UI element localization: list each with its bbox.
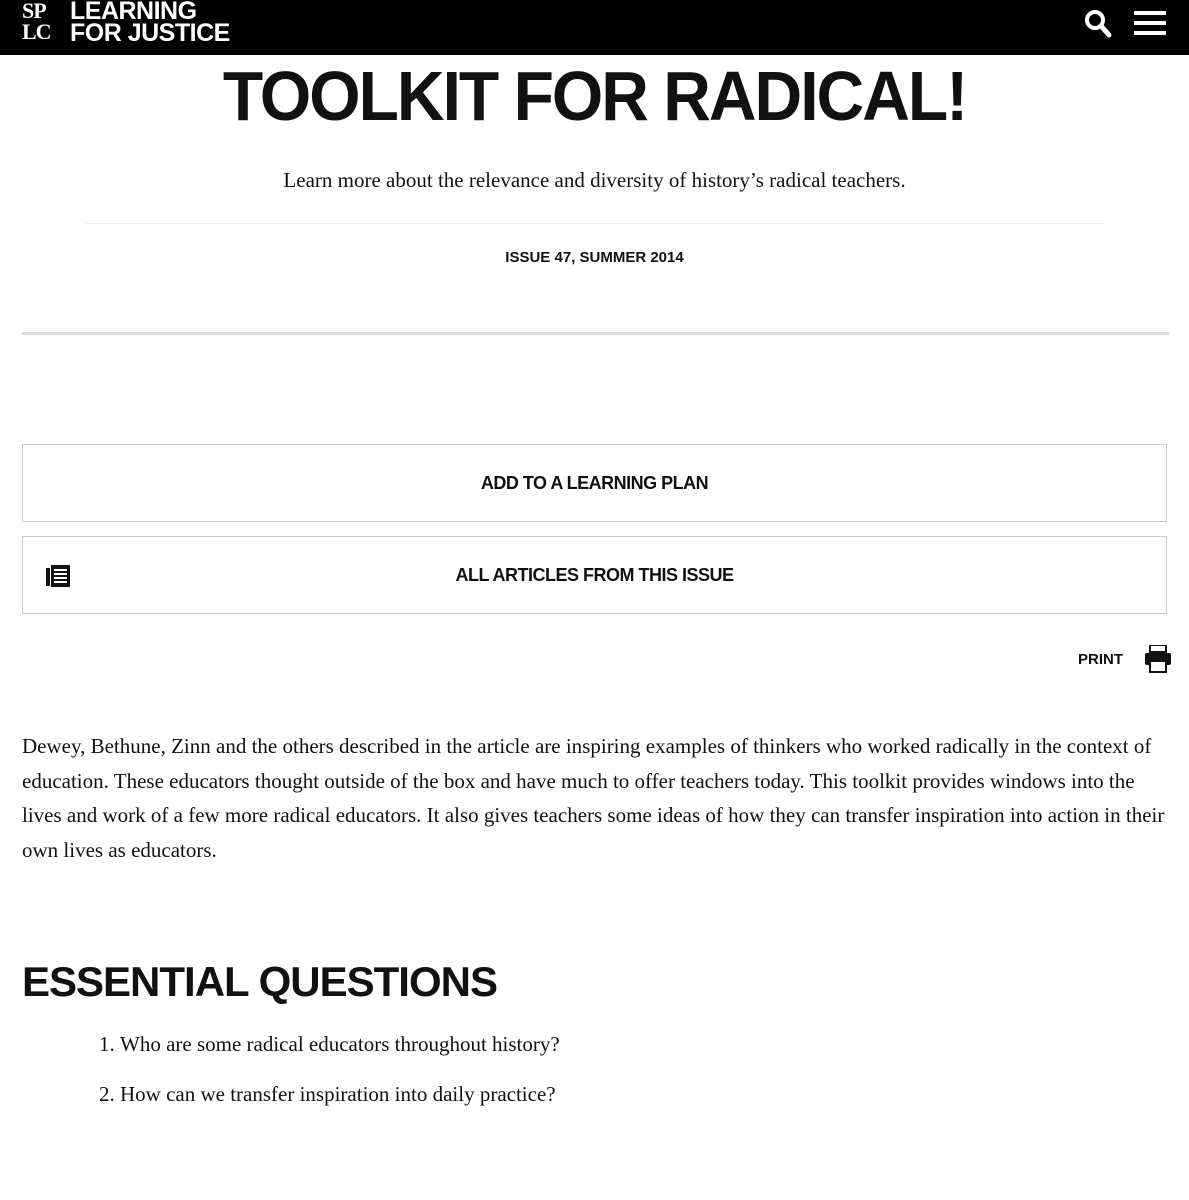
divider <box>86 223 1104 224</box>
intro-paragraph: Dewey, Bethune, Zinn and the others described in the article are inspiring examples of thinkers who worked radically in the context of education. These educators thought outside of the box and have much to offer teachers today. This toolkit provides windows into the lives and work of a few more radical educators. It also gives teachers some ideas of how they can transfer inspiration into action in their own lives as educators. <box>22 734 1165 862</box>
printer-icon <box>1145 645 1171 673</box>
page-subtitle: Learn more about the relevance and diversity of history’s radical teachers. <box>283 168 906 192</box>
add-to-learning-plan-button[interactable]: ADD TO A LEARNING PLAN <box>22 444 1167 522</box>
list-item: 1. Who are some radical educators throughout history? <box>120 1032 560 1057</box>
site-header <box>0 0 1189 55</box>
article-list-icon <box>46 565 70 587</box>
search-icon[interactable] <box>1084 8 1112 38</box>
menu-icon[interactable] <box>1134 11 1166 35</box>
questions-list <box>78 1032 560 1132</box>
site-logo[interactable]: LEARNING FOR JUSTICE <box>70 0 230 47</box>
print-button[interactable]: PRINT <box>1078 645 1171 673</box>
issue-label[interactable]: ISSUE 47, SUMMER 2014 <box>505 249 684 266</box>
essential-questions-heading: ESSENTIAL QUESTIONS <box>22 958 497 1005</box>
page-title: TOOLKIT FOR RADICAL! <box>222 57 967 135</box>
splc-logo[interactable]: SP LC <box>22 0 51 44</box>
divider <box>22 332 1169 335</box>
list-item: 2. How can we transfer inspiration into daily practice? <box>120 1082 560 1107</box>
all-articles-button[interactable]: ALL ARTICLES FROM THIS ISSUE <box>22 536 1167 614</box>
